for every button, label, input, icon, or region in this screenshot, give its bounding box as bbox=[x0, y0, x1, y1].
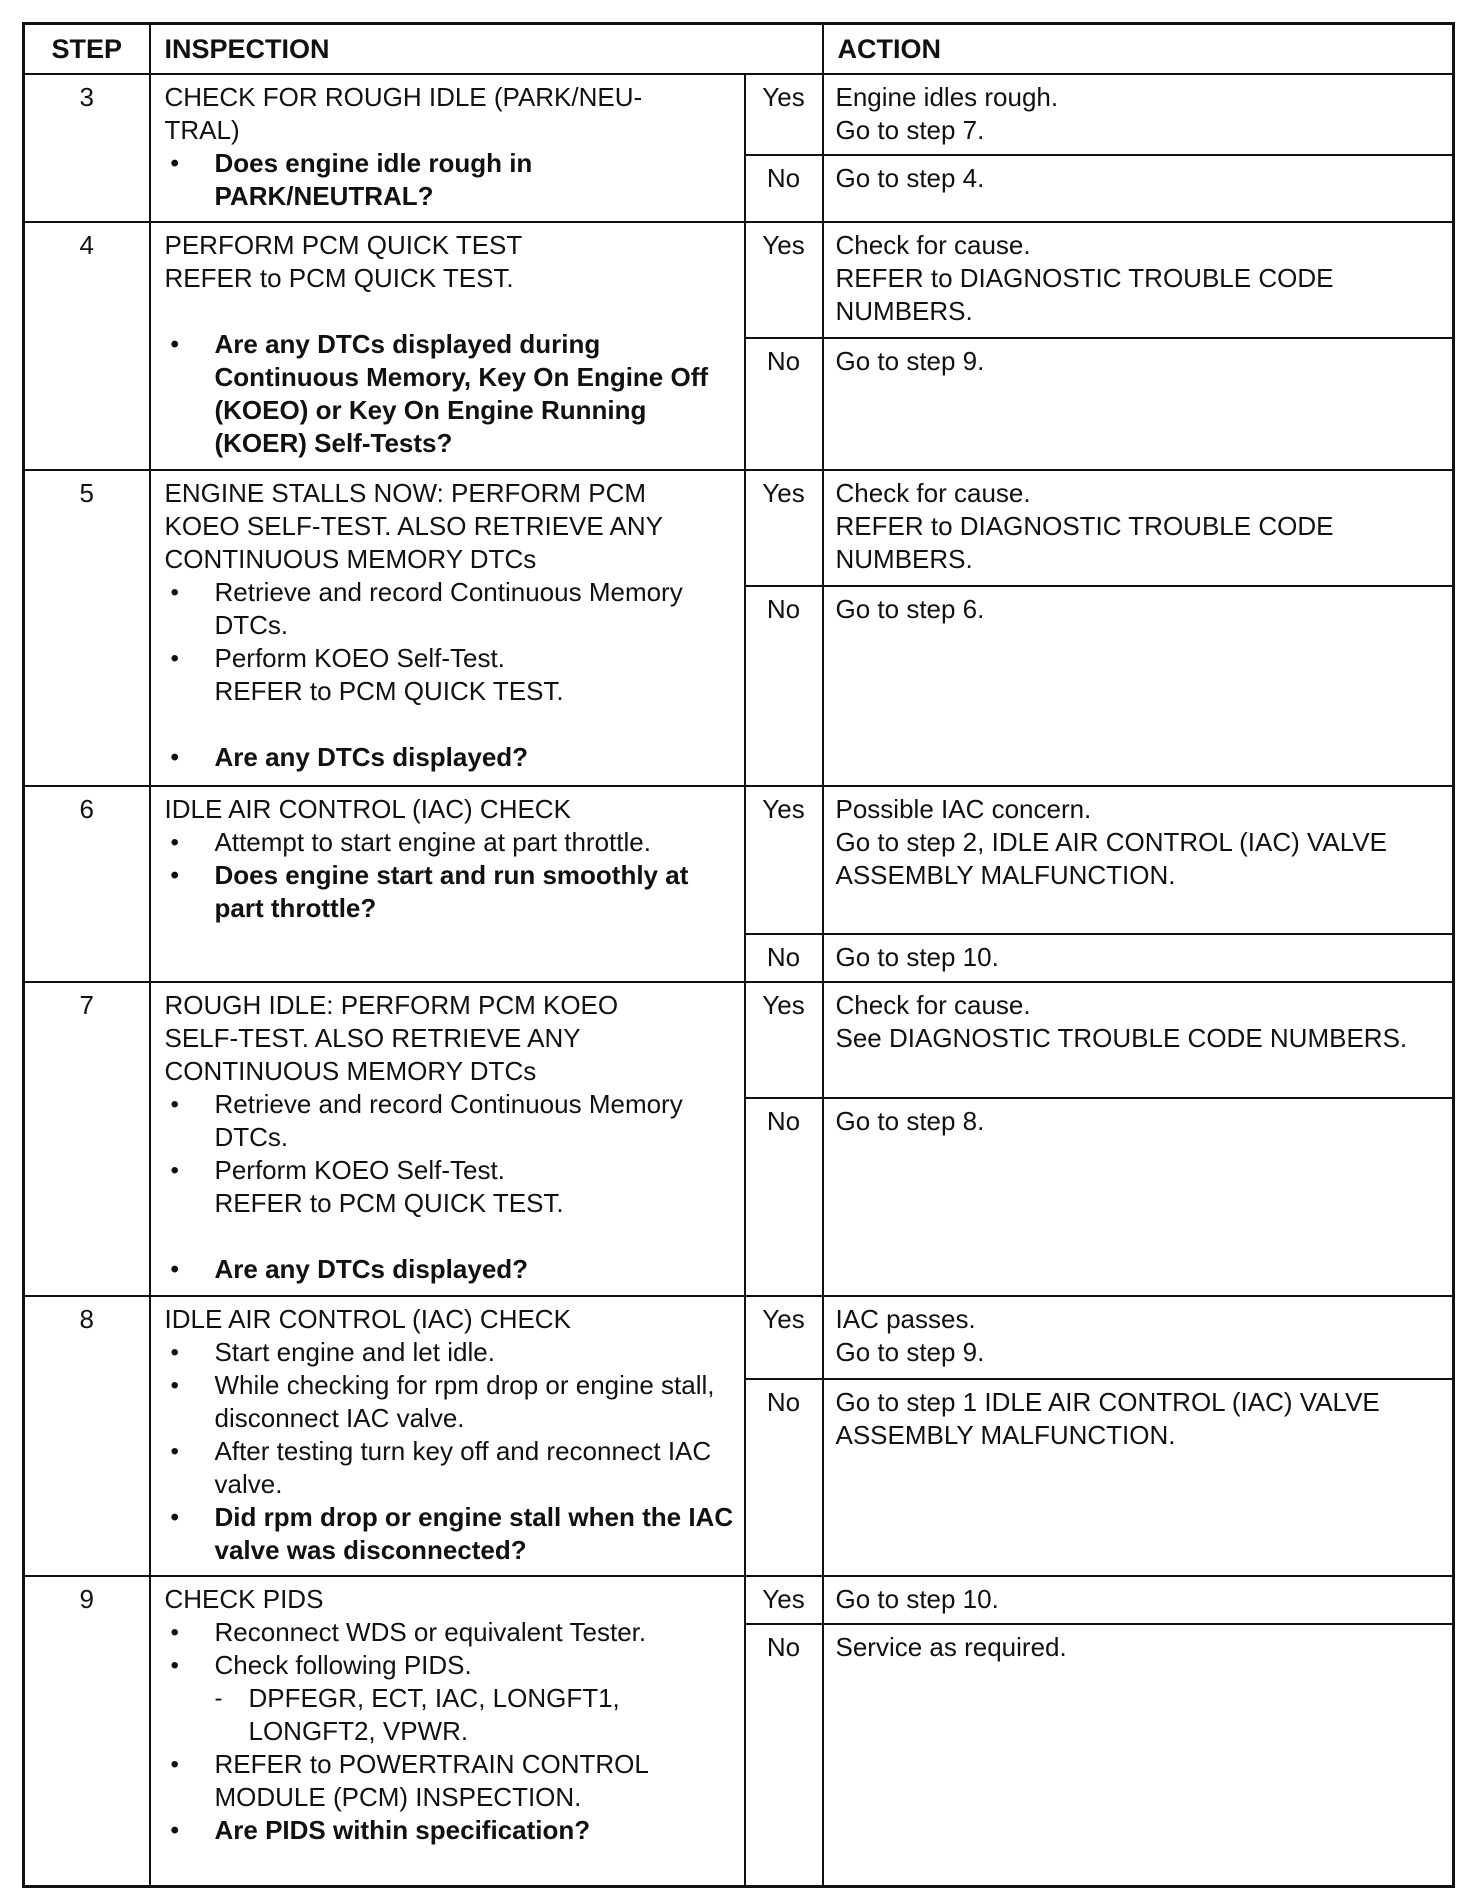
yes-label: Yes bbox=[745, 786, 823, 934]
step-number: 3 bbox=[24, 74, 150, 222]
table-row bbox=[24, 1296, 1454, 1379]
action-text: Go to step 8. bbox=[835, 1106, 985, 1136]
action-text: REFER to DIAGNOSTIC TROUBLE CODE NUMBERS. bbox=[835, 263, 1334, 326]
step-number: 5 bbox=[24, 470, 150, 786]
action-text: Go to step 1 IDLE AIR CONTROL (IAC) VALVE ASSEMBLY MALFUNCTION. bbox=[835, 1387, 1380, 1451]
yes-label: Yes bbox=[745, 1576, 823, 1624]
action-text: Go to step 10. bbox=[835, 1584, 999, 1614]
step-number: 6 bbox=[24, 786, 150, 982]
action-text: Go to step 6. bbox=[835, 594, 985, 624]
inspection-question: • Does engine start and run smoothly at part throttle? bbox=[165, 859, 734, 925]
action-text: Go to step 4. bbox=[835, 163, 985, 194]
action-text: Possible IAC concern. bbox=[835, 794, 1092, 824]
action-cell bbox=[823, 586, 1454, 786]
no-label: No bbox=[745, 1624, 823, 1886]
inspection-question: • Are any DTCs displayed? bbox=[165, 741, 734, 774]
action-text: Go to step 2, IDLE AIR CONTROL (IAC) VALVE ASSEMBLY MALFUNCTION. bbox=[835, 827, 1387, 890]
yes-label: Yes bbox=[745, 74, 823, 155]
no-label: No bbox=[745, 1098, 823, 1296]
inspection-step: • Reconnect WDS or equivalent Tester. bbox=[165, 1616, 734, 1649]
inspection-step-text: • Perform KOEO Self-Test. bbox=[214, 643, 505, 673]
inspection-cell bbox=[150, 74, 745, 222]
inspection-cell bbox=[150, 1296, 745, 1576]
step-number: 7 bbox=[24, 982, 150, 1296]
step-number: 8 bbox=[24, 1296, 150, 1576]
action-text: Go to step 9. bbox=[835, 1337, 985, 1367]
yes-label: Yes bbox=[745, 982, 823, 1098]
inspection-cell bbox=[150, 222, 745, 470]
inspection-step bbox=[165, 1154, 734, 1253]
action-text: Service as required. bbox=[835, 1632, 1067, 1662]
inspection-question: • Are any DTCs displayed during Continuous Memory, Key On Engine Off (KOEO) or Key On Engine Running (KOER) Self-Tests? bbox=[165, 328, 734, 460]
action-cell bbox=[823, 470, 1454, 586]
action-cell bbox=[823, 155, 1454, 222]
action-cell bbox=[823, 1379, 1454, 1576]
header-step: STEP bbox=[24, 24, 150, 75]
inspection-step: • While checking for rpm drop or engine stall, disconnect IAC valve. bbox=[165, 1369, 734, 1435]
inspection-title: IDLE AIR CONTROL (IAC) CHECK bbox=[164, 794, 571, 824]
inspection-title: KOEO SELF-TEST. ALSO RETRIEVE ANY bbox=[164, 511, 663, 541]
action-cell bbox=[823, 1624, 1454, 1886]
table-row bbox=[24, 1576, 1454, 1624]
inspection-title: CHECK PIDS bbox=[164, 1584, 324, 1614]
inspection-title: IDLE AIR CONTROL (IAC) CHECK bbox=[164, 1304, 571, 1334]
step-number: 4 bbox=[24, 222, 150, 470]
inspection-cell bbox=[150, 470, 745, 786]
action-text: Engine idles rough. bbox=[835, 82, 1059, 112]
inspection-title: CHECK FOR ROUGH IDLE (PARK/NEU- bbox=[164, 82, 643, 112]
action-text: REFER to DIAGNOSTIC TROUBLE CODE NUMBERS. bbox=[835, 511, 1334, 574]
yes-label: Yes bbox=[745, 470, 823, 586]
no-label: No bbox=[745, 338, 823, 470]
inspection-title: CONTINUOUS MEMORY DTCs bbox=[164, 544, 537, 574]
inspection-title: REFER to PCM QUICK TEST. bbox=[164, 263, 514, 293]
inspection-step: • After testing turn key off and reconnect IAC valve. bbox=[165, 1435, 734, 1501]
table-row bbox=[24, 982, 1454, 1098]
inspection-title: ROUGH IDLE: PERFORM PCM KOEO bbox=[164, 990, 619, 1020]
inspection-step bbox=[165, 1649, 734, 1748]
inspection-step bbox=[165, 642, 734, 741]
action-text: Check for cause. bbox=[835, 478, 1031, 508]
action-cell bbox=[823, 1098, 1454, 1296]
header-inspection: INSPECTION bbox=[150, 24, 823, 75]
action-text: Go to step 7. bbox=[835, 115, 985, 145]
inspection-step-ref: REFER to PCM QUICK TEST. bbox=[214, 676, 564, 706]
no-label: No bbox=[745, 586, 823, 786]
action-cell bbox=[823, 982, 1454, 1098]
header-action: ACTION bbox=[823, 24, 1454, 75]
inspection-title: ENGINE STALLS NOW: PERFORM PCM bbox=[164, 478, 647, 508]
inspection-step: • Retrieve and record Continuous Memory DTCs. bbox=[165, 576, 734, 642]
table-row bbox=[24, 470, 1454, 586]
inspection-title: CONTINUOUS MEMORY DTCs bbox=[164, 1056, 537, 1086]
step-number: 9 bbox=[24, 1576, 150, 1886]
action-cell bbox=[823, 74, 1454, 155]
inspection-step: • Start engine and let idle. bbox=[165, 1336, 734, 1369]
action-text: Go to step 9. bbox=[835, 346, 985, 376]
inspection-cell bbox=[150, 786, 745, 982]
inspection-question: • Are any DTCs displayed? bbox=[165, 1253, 734, 1286]
table-row bbox=[24, 74, 1454, 155]
action-text: Go to step 10. bbox=[835, 942, 999, 972]
action-text: Check for cause. bbox=[835, 990, 1031, 1020]
no-label: No bbox=[745, 934, 823, 982]
yes-label: Yes bbox=[745, 1296, 823, 1379]
action-text: See DIAGNOSTIC TROUBLE CODE NUMBERS. bbox=[835, 1023, 1408, 1053]
inspection-step-ref: REFER to PCM QUICK TEST. bbox=[214, 1188, 564, 1218]
table-row bbox=[24, 222, 1454, 338]
action-cell bbox=[823, 1296, 1454, 1379]
header-row bbox=[24, 24, 1454, 75]
inspection-step: • Retrieve and record Continuous Memory DTCs. bbox=[165, 1088, 734, 1154]
inspection-title: PERFORM PCM QUICK TEST bbox=[164, 230, 523, 260]
action-cell bbox=[823, 786, 1454, 934]
inspection-cell bbox=[150, 982, 745, 1296]
action-cell bbox=[823, 1576, 1454, 1624]
diagnostic-table bbox=[22, 22, 1455, 1888]
action-text: IAC passes. bbox=[835, 1304, 976, 1334]
yes-label: Yes bbox=[745, 222, 823, 338]
inspection-step-text: • Perform KOEO Self-Test. bbox=[214, 1155, 505, 1185]
pid-list: - DPFEGR, ECT, IAC, LONGFT1, LONGFT2, VPWR. bbox=[215, 1682, 734, 1748]
inspection-cell bbox=[150, 1576, 745, 1886]
no-label: No bbox=[745, 1379, 823, 1576]
action-text: Check for cause. bbox=[835, 230, 1031, 260]
action-cell bbox=[823, 222, 1454, 338]
action-cell bbox=[823, 338, 1454, 470]
inspection-question: • Are PIDS within specification? bbox=[165, 1814, 734, 1847]
no-label: No bbox=[745, 155, 823, 222]
inspection-question: • Does engine idle rough in PARK/NEUTRAL? bbox=[165, 147, 734, 213]
inspection-step: • Attempt to start engine at part throttle. bbox=[165, 826, 734, 859]
inspection-title: TRAL) bbox=[164, 115, 240, 145]
inspection-title: SELF-TEST. ALSO RETRIEVE ANY bbox=[164, 1023, 581, 1053]
inspection-step-text: • Check following PIDS. bbox=[214, 1650, 472, 1680]
inspection-question: • Did rpm drop or engine stall when the IAC valve was disconnected? bbox=[165, 1501, 734, 1567]
table-row bbox=[24, 786, 1454, 934]
inspection-step: • REFER to POWERTRAIN CONTROL MODULE (PCM) INSPECTION. bbox=[165, 1748, 734, 1814]
action-cell bbox=[823, 934, 1454, 982]
